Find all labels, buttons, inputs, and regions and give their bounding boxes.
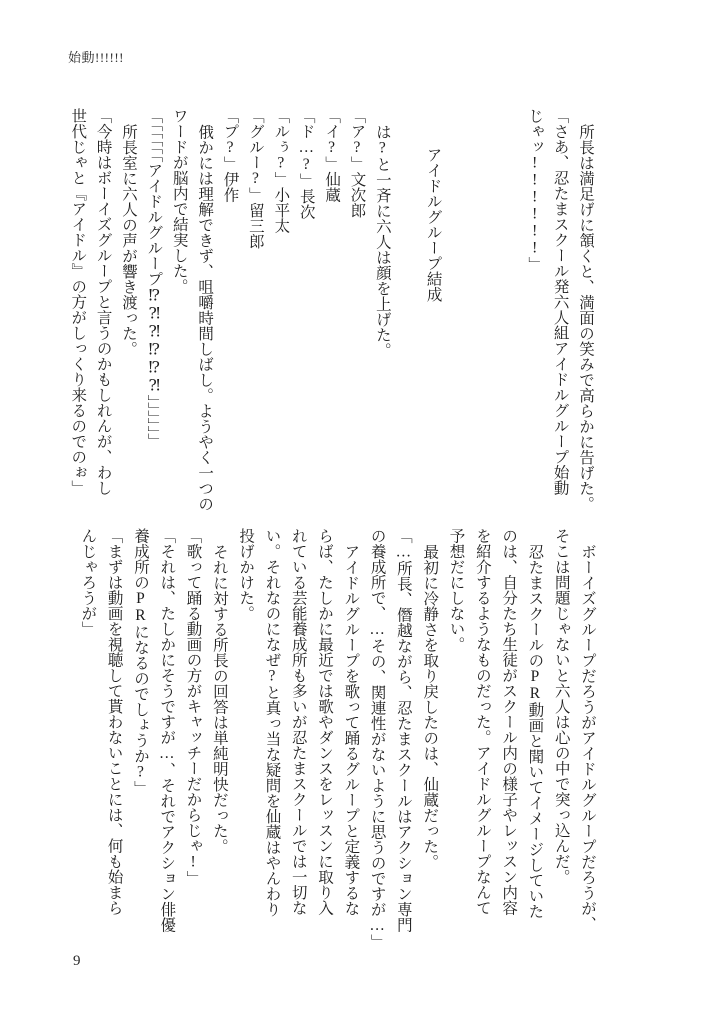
text-column: ワードが脳内で結実した。 — [170, 108, 188, 294]
text-column: 養成所のPRになるのでしょうか?」 — [131, 528, 149, 796]
text-column: 最初に冷静さを取り戻したのは、仙蔵だった。 — [421, 543, 439, 869]
text-column: 投げかけた。 — [237, 528, 255, 621]
text-column: 世代じゃと『アイドル』の方がしっくり来るのでのぉ」 — [69, 108, 87, 496]
text-column: そこは問題じゃないと六人は心の中で突っ込んだ。 — [552, 528, 570, 885]
text-column: の養成所で、…その、関連性がないように思うのですが…」 — [368, 528, 386, 950]
text-column: 予想だにしない。 — [447, 528, 465, 652]
blank-column — [395, 108, 420, 528]
text-column: 「「「「「「アイドルグループ⁉⁈⁈⁉⁉⁈」」」」」」 — [145, 108, 163, 449]
upper-text-block — [65, 108, 598, 528]
blank-column — [471, 108, 496, 528]
text-column: 「それは、たしかにそうですが…、それでアクション俳優 — [158, 528, 176, 933]
section-heading-column: アイドルグループ結成 — [424, 146, 442, 302]
text-column: 所長は満足げに頷くと、満面の笑みで高らかに告げた。 — [577, 123, 594, 511]
text-column: を紹介するようなものだった。アイドルグループなんて — [473, 528, 491, 916]
text-column: 「歌って踊る動画の方がキャッチーだからじゃ!」 — [184, 528, 202, 886]
text-column: 俄かには理解できず、咀嚼時間しばし。ようやく一つの — [196, 123, 214, 511]
lower-text-block — [74, 528, 600, 958]
text-column: じゃッ!!!!!!」 — [526, 108, 544, 272]
running-header: 始動!!!!!! — [68, 50, 124, 65]
page-number: 9 — [73, 953, 81, 969]
text-column: んじゃろうが」 — [79, 528, 97, 637]
blank-column — [496, 108, 521, 528]
text-column: 「まずは動画を視聴して貰わないことには、何も始まら — [105, 528, 123, 916]
text-column: 「さあ、忍たまスクール発六人組アイドルグループ始動 — [551, 108, 569, 496]
text-column: 「ルぅ?」小平太 — [272, 108, 290, 234]
text-column: 「ア?」文次郎 — [348, 108, 366, 218]
text-column: それに対する所長の回答は単純明快だった。 — [210, 543, 228, 854]
text-column: 「プ?」伊作 — [221, 108, 239, 203]
text-column: 「今時はボーイズグループと言うのかもしれんが、わし — [94, 108, 112, 496]
text-column: のは、自分たち生徒がスクール内の様子やレッスン内容 — [500, 528, 518, 916]
text-column: 「イ?」仙蔵 — [323, 108, 341, 203]
text-column: 「…所長、僭越ながら、忍たまスクールはアクション専門 — [394, 528, 412, 933]
text-column: 「グルー?」留三郎 — [246, 108, 264, 249]
text-column: れている芸能養成所も多いが忍たまスクールでは一切な — [289, 528, 307, 916]
text-column: い。それなのになぜ?と真っ当な疑問を仙蔵はやんわり — [263, 528, 281, 917]
text-column: アイドルグループを歌って踊るグループと定義するな — [342, 543, 360, 916]
text-column: らば、たしかに最近では歌やダンスをレッスンに取り入 — [316, 528, 334, 916]
text-column: 所長室に六人の声が響き渡った。 — [119, 123, 137, 356]
text-column: 忍たまスクールのPR動画と聞いてイメージしていた — [526, 543, 544, 919]
text-column: は?と一斉に六人は顔を上げた。 — [373, 123, 391, 358]
text-column: ボーイズグループだろうがアイドルグループだろうが、 — [579, 543, 596, 931]
blank-column — [446, 108, 471, 528]
text-column: 「ド…?」長次 — [297, 108, 315, 220]
